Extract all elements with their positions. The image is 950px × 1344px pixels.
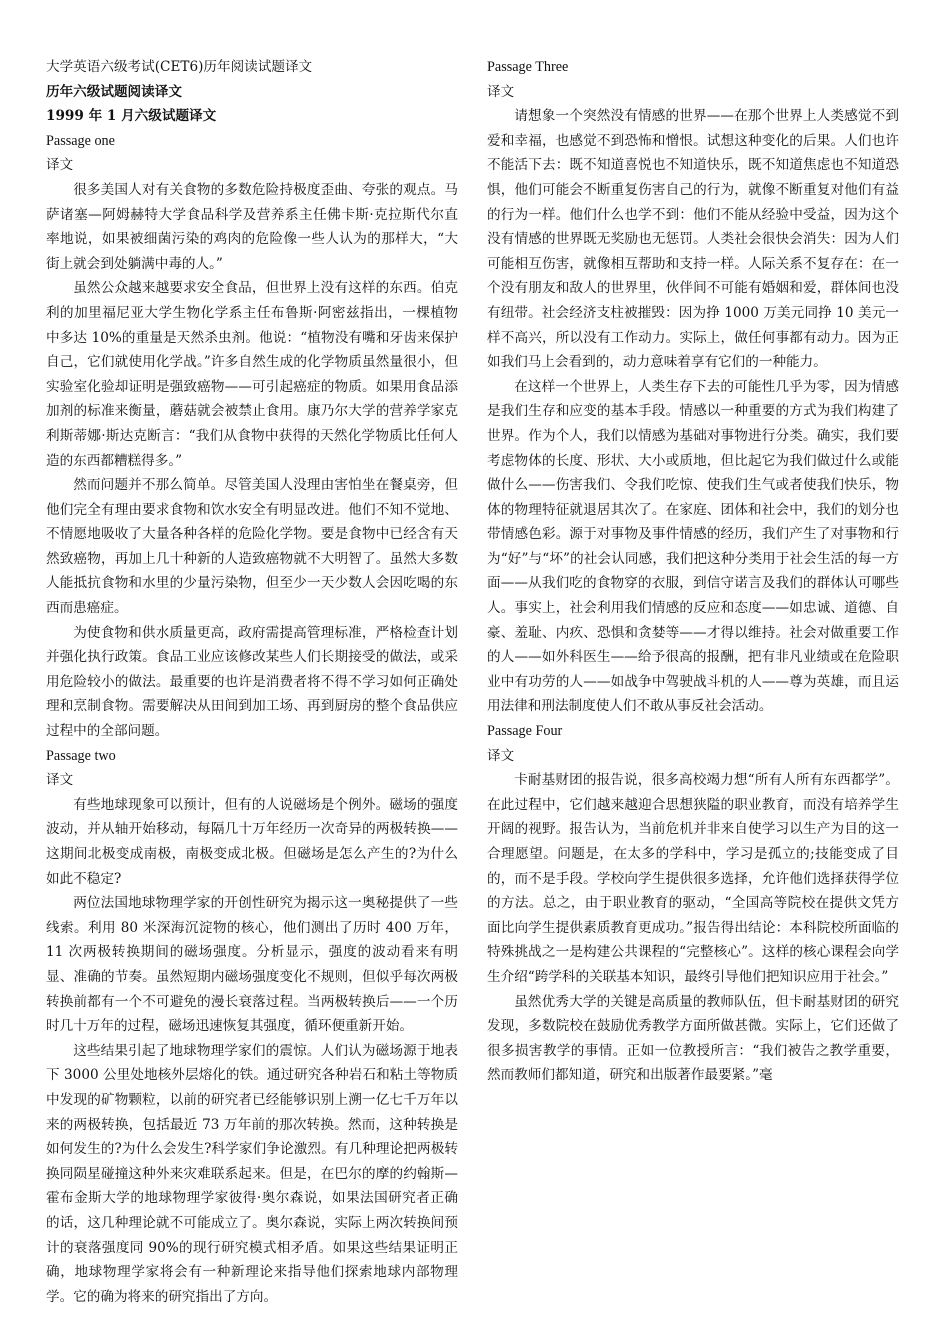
passage-one-paragraph: 为使食物和供水质量更高，政府需提高管理标准，严格检查计划并强化执行政策。食品工业应该修改某些人们长期接受的做法，或采用危险较小的做法。最重要的也许是消费者将不得不学习如何正确处理和烹制食物。需要解决从田间到加工场、再到厨房的整个食品供应过程中的全部问题。: [46, 624, 458, 740]
left-column: [46, 55, 458, 1309]
passage-four-title: Passage Four: [487, 723, 563, 740]
document-header-line: 大学英语六级考试(CET6)历年阅读试题译文: [46, 59, 313, 75]
translation-label: 译文: [487, 83, 515, 100]
translation-label: 译文: [46, 772, 74, 789]
passage-two-paragraph: 两位法国地球物理学家的开创性研究为揭示这一奥秘提供了一些线索。利用 80 米深海沉淀物的核心，他们测出了历时 400 万年，11 次两极转换期间的磁场强度。分析显示，强度的波动看来有明显、准确的节奏。虽然短期内磁场强度变化不规则，但似乎每次两极转换前都有一个不可避免的漫长衰落过程。当两极转换后——一个历时几十万年的过程，磁场迅速恢复其强度，循环便重新开始。: [46, 895, 458, 1035]
translation-label: 译文: [46, 157, 74, 174]
passage-two-paragraph: 有些地球现象可以预计，但有的人说磁场是个例外。磁场的强度波动，并从轴开始移动，每隔几十万年经历一次奇异的两极转换——这期间北极变成南极，南极变成北极。但磁场是怎么产生的?为什么如此不稳定?: [46, 796, 458, 887]
passage-four-paragraph: 卡耐基财团的报告说，很多高校竭力想“所有人所有东西都学”。在此过程中，它们越来越迎合思想狭隘的职业教育，而没有培养学生开阔的视野。报告认为，当前危机并非来自使学习以生产为目的这一合理愿望。问题是，在太多的学科中，学习是孤立的;技能变成了目的，而不是手段。学校向学生提供很多选择，允许他们选择获得学位的方法。总之，由于职业教育的驱动，“全国高等院校在提供文凭方面比向学生提供素质教育更成功。”报告得出结论：本科院校所面临的特殊挑战之一是构建公共课程的“完整核心”。这样的核心课程会向学生介绍“跨学科的关联基本知识，最终引导他们把知识应用于社会。”: [487, 772, 899, 985]
exam-title: 1999 年 1 月六级试题译文: [46, 108, 217, 125]
passage-one-paragraph: 然而问题并不那么简单。尽管美国人没理由害怕坐在餐桌旁，但他们完全有理由要求食物和饮水安全有明显改进。他们不知不觉地、不情愿地吸收了大量各种各样的危险化学物。要是食物中已经含有天然致癌物，再加上几十种新的人造致癌物就不大明智了。虽然大多数人能抵抗食物和水里的少量污染物，但至少一天少数人会因吃喝的东西而患癌症。: [46, 477, 458, 617]
section-title: 历年六级试题阅读译文: [46, 83, 182, 100]
passage-one-paragraph: 虽然公众越来越要求安全食品，但世界上没有这样的东西。伯克利的加里福尼亚大学生物化学系主任布鲁斯·阿密兹指出，一棵植物中多达 10%的重量是天然杀虫剂。他说：“植物没有嘴和牙齿来保护自己，它们就使用化学战。”许多自然生成的化学物质虽然量很小，但实验室化验却证明是强致癌物——可引起癌症的物质。如果用食品添加剂的标准来衡量，蘑菇就会被禁止食用。康乃尔大学的营养学家克利斯蒂娜·斯达克断言：“我们从食物中获得的天然化学物质比任何人造的东西都糟糕得多。”: [46, 280, 458, 469]
passage-three-title: Passage Three: [487, 59, 569, 75]
passage-one-paragraph: 很多美国人对有关食物的多数危险持极度歪曲、夸张的观点。马萨诸塞—阿姆赫特大学食品科学及营养系主任佛卡斯·克拉斯代尔直率地说，如果被细菌污染的鸡肉的危险像一些人认为的那样大，“大街上就会到处躺满中毒的人。”: [46, 181, 458, 272]
translation-label: 译文: [487, 747, 515, 764]
passage-two-paragraph: 这些结果引起了地球物理学家们的震惊。人们认为磁场源于地表下 3000 公里处地核外层熔化的铁。通过研究各种岩石和粘土等物质中发现的矿物颗粒，以前的研究者已经能够识别上溯一亿七千万年以来的两极转换，包括最近 73 万年前的那次转换。然而，这种转换是如何发生的?为什么会发生?科学家们争论激烈。有几种理论把两极转换同陨星碰撞这种外来灾难联系起来。但是，在巴尔的摩的约翰斯—霍布金斯大学的地球物理学家彼得·奥尔森说，如果法国研究者正确的话，这几种理论就不可能成立了。奥尔森说，实际上两次转换间预计的衰落强度同 90%的现行研究模式相矛盾。如果这些结果证明正确，地球物理学家将会有一种新理论来指导他们探索地球内部物理学。它的确为将来的研究指出了方向。: [46, 1042, 458, 1305]
passage-three-paragraph: 在这样一个世界上，人类生存下去的可能性几乎为零，因为情感是我们生存和应变的基本手段。情感以一种重要的方式为我们构建了世界。作为个人，我们以情感为基础对事物进行分类。确实，我们要考虑物体的长度、形状、大小或质地，但比起它为我们做过什么或能做什么——伤害我们、令我们吃惊、使我们生气或者使我们快乐，物体的物理特征就退居其次了。在家庭、团体和社会中，我们的划分也带情感色彩。源于对事物及事件情感的经历，我们产生了对事物和行为“好”与“坏”的社会认同感，我们把这种分类用于社会生活的每一方面——从我们吃的食物穿的衣服，到信守诺言及我们的群体认可哪些人。事实上，社会利用我们情感的反应和态度——如忠诚、道德、自豪、羞耻、内疚、恐惧和贪婪等——才得以维持。社会对做重要工作的人——如外科医生——给予很高的报酬，把有非凡业绩或在危险职业中有功劳的人——如战争中驾驶战斗机的人——尊为英雄，而且运用法律和刑法制度使人们不敢从事反社会活动。: [487, 378, 899, 715]
passage-two-title: Passage two: [46, 747, 116, 764]
passage-three-paragraph: 请想象一个突然没有情感的世界——在那个世界上人类感觉不到爱和幸福，也感觉不到恐怖和憎恨。试想这种变化的后果。人们也许不能活下去：既不知道喜悦也不知道快乐，既不知道焦虑也不知道恐惧，他们可能会不断重复伤害自己的行为，就像不断重复对他们有益的行为一样。他们什么也学不到：他们不能从经验中受益，因为这个没有情感的世界既无奖励也无惩罚。人类社会很快会消失：因为人们可能相互伤害，就像相互帮助和支持一样。人际关系不复存在：在一个没有朋友和敌人的世界里，伙伴间不可能有婚姻和爱，群体间也没有纽带。社会经济支柱被摧毁：因为挣 1000 万美元同挣 10 美元一样不高兴，所以没有工作动力。实际上，做任何事都有动力。因为正如我们马上会看到的，动力意味着享有它们的一种能力。: [487, 108, 899, 371]
passage-four-paragraph: 虽然优秀大学的关键是高质量的教师队伍，但卡耐基财团的研究发现，多数院校在鼓励优秀教学方面所做甚微。实际上，它们还做了很多损害教学的事情。正如一位教授所言：“我们被告之教学重要，然而教师们都知道，研究和出版著作最要紧。”毫: [487, 993, 899, 1084]
right-column: [487, 55, 899, 1088]
passage-one-title: Passage one: [46, 132, 115, 149]
